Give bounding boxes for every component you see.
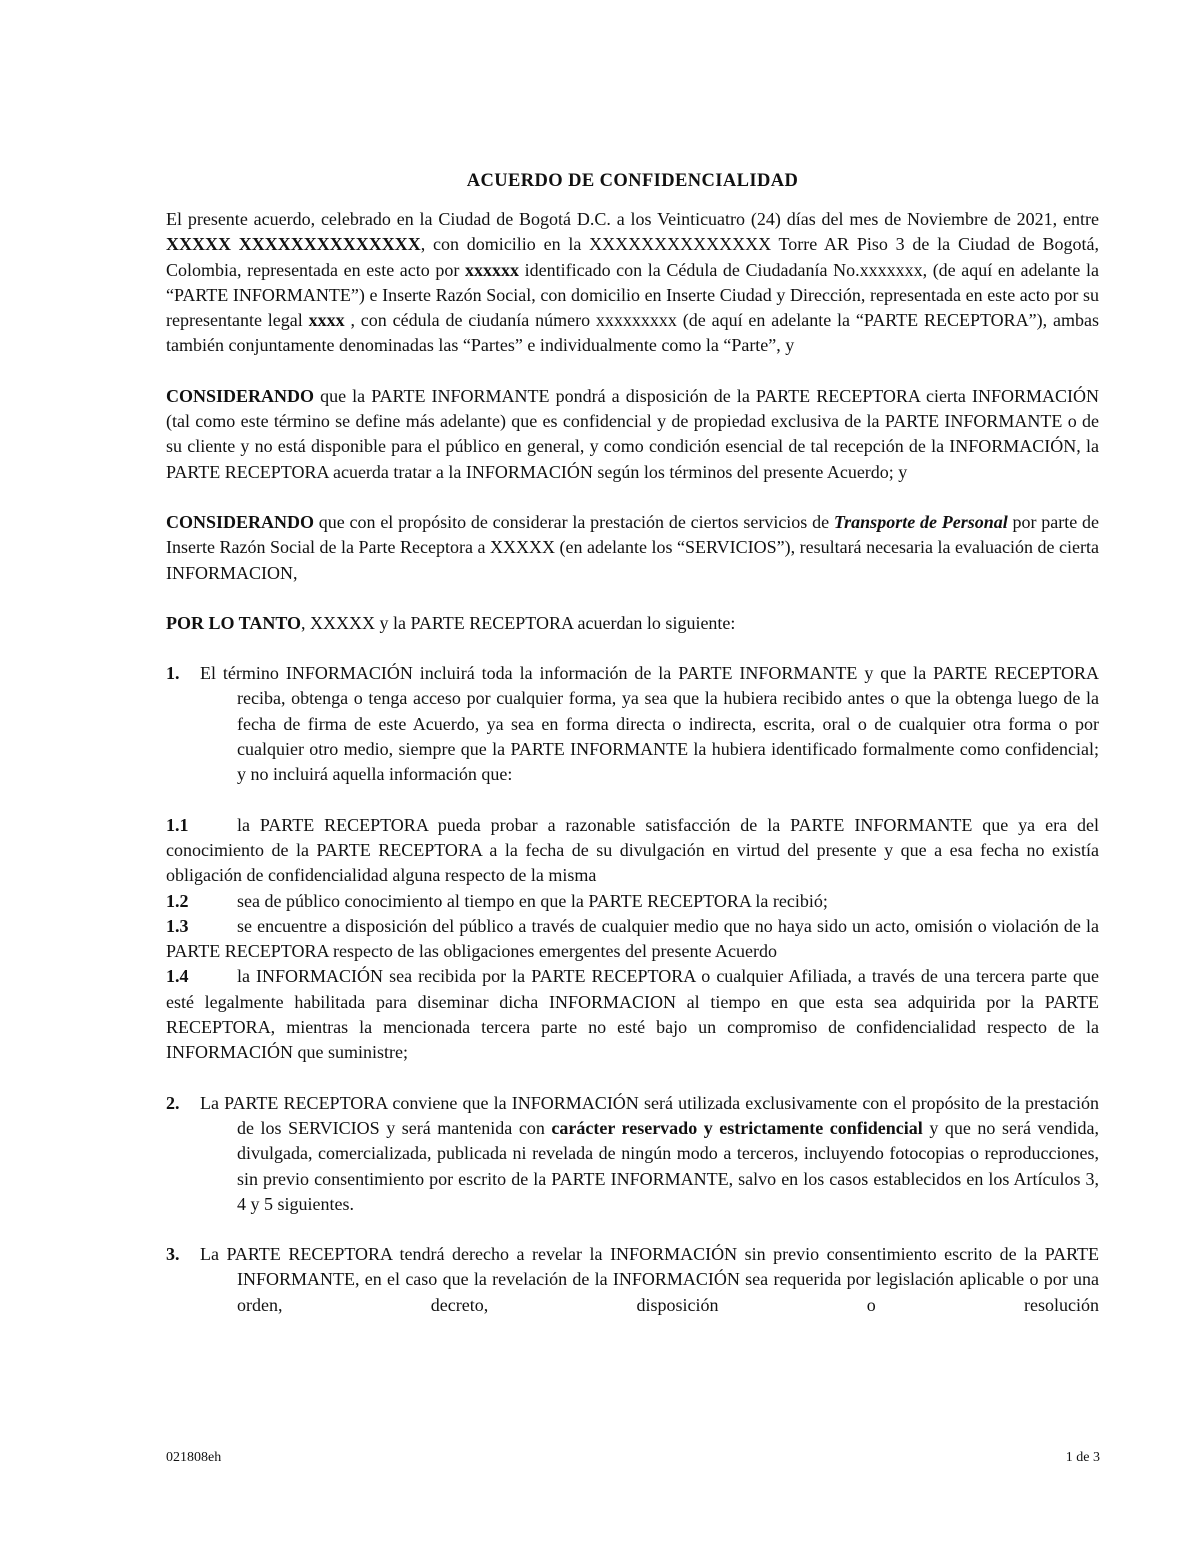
spacer xyxy=(166,1217,1099,1242)
subclause-1-3-text: se encuentre a disposición del público a través de cualquier medio que no haya sido un acto, omisión o violación de la PARTE RECEPTORA respecto de las obligaciones emergentes del presente Acuerdo xyxy=(166,915,1099,962)
clause-3-text: La PARTE RECEPTORA tendrá derecho a revelar la INFORMACIÓN sin previo consentimiento escrito de la PARTE INFORMANTE, en el caso que la revelación de la INFORMACIÓN sea requerida por legislación aplicable o por una orden, decreto, disposición o resolución xyxy=(200,1244,1099,1315)
considerando-1-paragraph xyxy=(166,384,1099,485)
intro-legal-rep: xxxx xyxy=(308,310,345,331)
spacer xyxy=(166,359,1099,384)
clause-1-paragraph xyxy=(166,661,1099,787)
clause-3 xyxy=(166,1242,1099,1318)
clause-2 xyxy=(166,1091,1099,1217)
clause-1-number: 1. xyxy=(166,663,180,684)
intro-text-1: El presente acuerdo, celebrado en la Ciudad de Bogotá D.C. a los Veinticuatro (24) días del mes de Noviembre de 2021, entre xyxy=(166,209,1099,229)
clause-2-paragraph xyxy=(166,1091,1099,1217)
intro-paragraph xyxy=(166,207,1099,359)
spacer xyxy=(166,788,1099,813)
intro-text-4: , con cédula de ciudanía número xxxxxxxxx (de aquí en adelante la “PARTE RECEPTORA”), ambas también conjuntamente denominadas las “Partes” e individualmente como la “Parte”, y xyxy=(166,310,1099,356)
intro-text-3: identificado con la Cédula de Ciudadanía No.xxxxxxx, (de aquí en adelante la “PARTE INFORMANTE”) e Inserte Razón Social, con domicilio en Inserte Ciudad y Dirección, representada en este acto por su representante legal xyxy=(166,259,1100,331)
subclause-1-2-text: sea de público conocimiento al tiempo en que la PARTE RECEPTORA la recibió; xyxy=(237,890,828,911)
document-title: ACUERDO DE CONFIDENCIALIDAD xyxy=(466,171,799,191)
considerando-2-label: CONSIDERANDO xyxy=(166,511,315,532)
considerando-1-label: CONSIDERANDO xyxy=(166,385,315,406)
considerando-2-paragraph xyxy=(166,510,1099,586)
subclause-1-1 xyxy=(166,813,1099,889)
intro-party-name: XXXXX XXXXXXXXXXXXXX xyxy=(166,234,421,255)
subclause-1-3-number: 1.3 xyxy=(166,915,189,936)
clause-1 xyxy=(166,661,1099,787)
subclause-1-1-text: la PARTE RECEPTORA pueda probar a razonable satisfacción de la PARTE INFORMANTE que ya era del conocimiento de la PARTE RECEPTORA a la fecha de su divulgación en virtud del presente y que a esa fecha no existía obligación de confidencialidad alguna respecto de la misma xyxy=(166,814,1099,886)
subclause-1-1-number: 1.1 xyxy=(166,814,189,835)
considerando-2-text-2: por parte de Inserte Razón Social de la Parte Receptora a XXXXX (en adelante los “SERVICIOS”), resultará necesaria la evaluación de cierta INFORMACION, xyxy=(166,511,1099,583)
spacer xyxy=(166,586,1099,611)
clause-2-text-2: y que no será vendida, divulgada, comercializada, publicada ni revelada de ningún modo a terceros, incluyendo fotocopias o reproducciones, sin previo consentimiento por escrito de la PARTE INFORMANTE, salvo en los casos establecidos en los Artículos 3, 4 y 5 siguientes. xyxy=(237,1117,1099,1214)
subclause-1-2-number: 1.2 xyxy=(166,890,189,911)
subclause-1-4 xyxy=(166,964,1099,1065)
subclause-1-2 xyxy=(166,889,1099,914)
clause-2-number: 2. xyxy=(166,1092,180,1113)
por-lo-tanto-label: POR LO TANTO xyxy=(166,612,302,633)
spacer xyxy=(166,485,1099,510)
clause-3-paragraph xyxy=(166,1242,1099,1318)
clause-2-emphasis: carácter reservado y estrictamente confidencial xyxy=(551,1117,923,1138)
subclause-1-3 xyxy=(166,914,1099,965)
spacer xyxy=(166,1066,1099,1091)
considerando-1-text: que la PARTE INFORMANTE pondrá a disposición de la PARTE RECEPTORA cierta INFORMACIÓN (tal como este término se define más adelante) que es confidencial y de propiedad exclusiva de la PARTE INFORMANTE o de su cliente y no está disponible para el público en general, y como condición esencial de tal recepción de la INFORMACIÓN, la PARTE RECEPTORA acuerda tratar a la INFORMACIÓN según los términos del presente Acuerdo; y xyxy=(166,385,1099,482)
considerando-2-text-1: que con el propósito de considerar la prestación de ciertos servicios de xyxy=(314,511,834,532)
intro-text-2: , con domicilio en la XXXXXXXXXXXXXX Torre AR Piso 3 de la Ciudad de Bogotá, Colombia, representada en este acto por xyxy=(166,234,1099,280)
considerando-2-service: Transporte de Personal xyxy=(833,511,1008,532)
subclause-1-4-text: la INFORMACIÓN sea recibida por la PARTE RECEPTORA o cualquier Afiliada, a través de una tercera parte que esté legalmente habilitada para diseminar dicha INFORMACION al tiempo en que esta sea adquirida por la PARTE RECEPTORA, mientras la mencionada tercera parte no esté bajo un compromiso de confidencialidad respecto de la INFORMACIÓN que suministre; xyxy=(166,966,1099,1063)
footer-page-number: 1 de 3 xyxy=(1065,1450,1100,1465)
footer-document-code: 021808eh xyxy=(166,1450,222,1465)
intro-representative: xxxxxx xyxy=(465,259,519,280)
por-lo-tanto-text: , XXXXX y la PARTE RECEPTORA acuerdan lo siguiente: xyxy=(301,612,736,633)
spacer xyxy=(166,636,1099,661)
por-lo-tanto-paragraph xyxy=(166,611,1099,636)
clause-1-text: El término INFORMACIÓN incluirá toda la información de la PARTE INFORMANTE y que la PARTE RECEPTORA reciba, obtenga o tenga acceso por cualquier forma, ya sea que la hubiera recibido antes o que la obtenga luego de la fecha de firma de este Acuerdo, ya sea en forma directa o indirecta, escrita, oral o de cualquier otra forma o por cualquier otro medio, siempre que la PARTE INFORMANTE la hubiera identificado formalmente como confidencial; y no incluirá aquella información que: xyxy=(200,663,1099,785)
clause-2-text-1: La PARTE RECEPTORA conviene que la INFORMACIÓN será utilizada exclusivamente con el propósito de la prestación de los SERVICIOS y será mantenida con xyxy=(200,1092,1099,1138)
subclause-1-4-number: 1.4 xyxy=(166,966,189,987)
document-body xyxy=(166,168,1099,1318)
clause-3-number: 3. xyxy=(166,1244,180,1265)
